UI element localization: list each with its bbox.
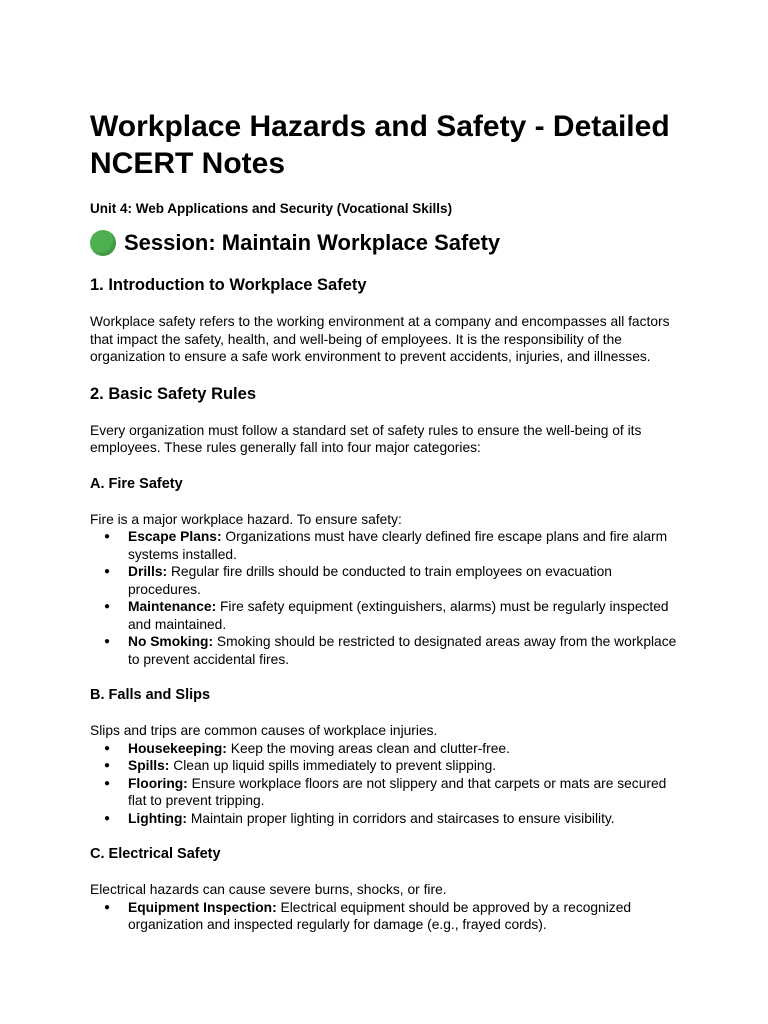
list-item-text: Organizations must have clearly defined fire escape plans and fire alarm systems installed. <box>128 529 668 562</box>
intro-paragraph: Workplace safety refers to the working environment at a company and encompasses all factors that impact the safety, health, and well-being of employees. It is the responsibility of the organization to ensure a safe work environment to prevent accidents, injuries, and illnesses. <box>90 314 670 364</box>
list-item <box>90 740 678 758</box>
fire-intro: Fire is a major workplace hazard. To ensure safety: <box>90 511 402 527</box>
session-heading <box>90 229 690 257</box>
list-item <box>90 598 678 633</box>
electrical-list <box>90 899 690 934</box>
falls-list <box>90 740 690 828</box>
document-page <box>90 108 690 934</box>
list-item-term: Housekeeping: <box>128 740 227 756</box>
list-item-text: Ensure workplace floors are not slippery and that carpets or mats are secured flat to prevent tripping. <box>128 775 667 808</box>
electrical-intro: Electrical hazards can cause severe burns, shocks, or fire. <box>90 882 447 897</box>
section-heading-intro: 1. Introduction to Workplace Safety <box>90 276 367 294</box>
document-title: Workplace Hazards and Safety - Detailed NCERT Notes <box>90 110 670 180</box>
list-item <box>90 633 678 668</box>
list-item-text: Maintain proper lighting in corridors and staircases to ensure visibility. <box>187 810 615 826</box>
list-item <box>90 810 678 828</box>
list-item <box>90 528 678 563</box>
session-title: Session: Maintain Workplace Safety <box>124 230 501 255</box>
list-item <box>90 757 678 775</box>
list-item-text: Clean up liquid spills immediately to prevent slipping. <box>169 758 497 773</box>
fire-list <box>90 528 690 668</box>
green-circle-icon <box>90 230 116 256</box>
unit-subtitle: Unit 4: Web Applications and Security (Vocational Skills) <box>90 201 453 216</box>
subsection-heading-electrical: C. Electrical Safety <box>90 846 221 862</box>
list-item-term: Drills: <box>128 564 168 579</box>
list-item-term: Equipment Inspection: <box>128 899 277 915</box>
list-item-term: Flooring: <box>128 775 188 791</box>
list-item-term: Spills: <box>128 758 170 773</box>
list-item-term: No Smoking: <box>128 634 214 649</box>
list-item-term: Maintenance: <box>128 599 217 614</box>
list-item-term: Lighting: <box>128 810 187 826</box>
rules-paragraph: Every organization must follow a standard set of safety rules to ensure the well-being of its employees. These rules generally fall into four major categories: <box>90 422 642 455</box>
section-heading-rules: 2. Basic Safety Rules <box>90 384 256 403</box>
subsection-heading-fire: A. Fire Safety <box>90 475 183 492</box>
subsection-heading-falls: B. Falls and Slips <box>90 687 211 703</box>
list-item-text: Keep the moving areas clean and clutter-free. <box>226 740 510 756</box>
list-item-text: Electrical equipment should be approved by a recognized organization and inspected regularly for damage (e.g., frayed cords). <box>128 899 632 932</box>
list-item-text: Smoking should be restricted to designated areas away from the workplace to prevent accidental fires. <box>128 634 677 667</box>
list-item-text: Fire safety equipment (extinguishers, alarms) must be regularly inspected and maintained. <box>128 599 669 632</box>
list-item <box>90 775 678 810</box>
falls-intro: Slips and trips are common causes of workplace injuries. <box>90 723 438 738</box>
list-item-term: Escape Plans: <box>128 529 222 544</box>
list-item-text: Regular fire drills should be conducted to train employees on evacuation procedures. <box>128 564 612 597</box>
list-item <box>90 563 678 598</box>
list-item <box>90 899 678 934</box>
